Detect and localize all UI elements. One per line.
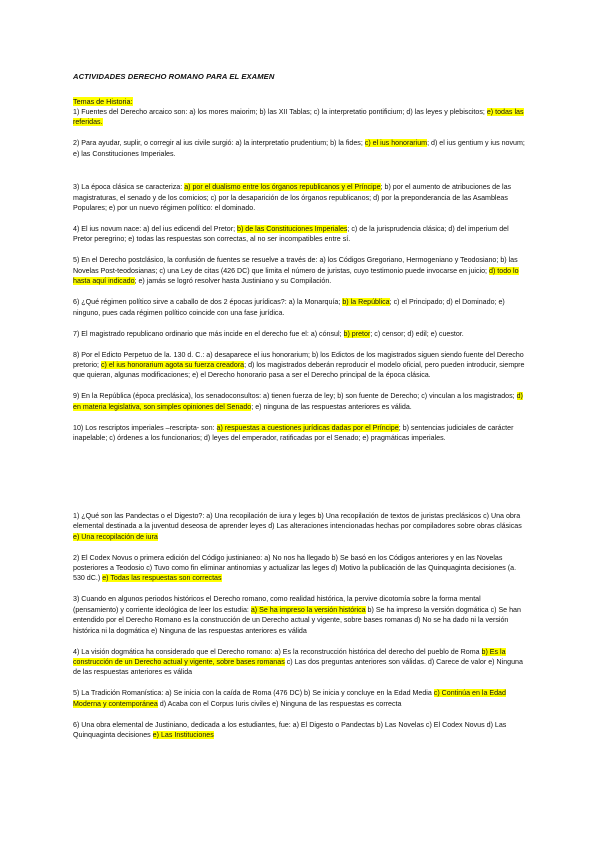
- document-page: [73, 72, 528, 751]
- question: 6) Una obra elemental de Justiniano, dedicada a los estudiantes, fue: a) El Digesto o Pandectas b) Las Novelas c) El Codex Novus d) Las Quinquaginta decisiones e) Las Instituciones: [73, 720, 507, 740]
- question: 9) En la República (época preclásica), los senadoconsultos: a) tienen fuerza de ley; b) son fuente de Derecho; c) vinculan a los magistrados; d) en materia legislativa, son simples opiniones del Senado; e) ninguna de las respuestas anteriores es válida.: [73, 392, 523, 411]
- question: 8) Por el Edicto Perpetuo de la. 130 d. C.: a) desaparece el ius honorarium; b) los Edictos de los magistrados siguen siendo fuente del Derecho pretorio; c) el ius honorarium agota su fuerza creadora; d) los magistrados deberán reproducir el modelo oficial, pero pueden introducir, siempre que quieran, algunas modificaciones; e) el Derecho honorario pasa a ser el Derecho principal de la época clásica.: [73, 350, 525, 380]
- question: 6) ¿Qué régimen político sirve a caballo de dos 2 épocas jurídicas?: a) la Monarquía; b) la República; c) el Principado; d) el Dominado; e) ninguno, pues cada régimen político coincide con una fase jurídica.: [73, 298, 505, 317]
- question: 2) El Codex Novus o primera edición del Código justinianeo: a) No nos ha llegado b) Se basó en los Códigos anteriores y en las Novelas posteriores a Teodosio c) Tuvo como fin eliminar antinomias y actualizar las leges d) Motivo la publicación de las Quinquaginta decisiones (a. 530 dC.) e) Todas las respuestas son correctas: [73, 553, 517, 583]
- question: 10) Los rescriptos imperiales –rescripta- son: a) respuestas a cuestiones jurídicas dadas por el Príncipe; b) sentencias judiciales de carácter inapelable; c) órdenes a los funcionarios; d) leyes del emperador, ratificadas por el Senado; e) pragmáticas imperiales.: [73, 423, 514, 443]
- question: 3) Cuando en algunos periodos históricos el Derecho romano, como realidad histórica, la pervive dicotomía sobre la forma mental (pensamiento) y corriente ideológica de leer los estudia: a) Se ha impreso la versión histórica b) Se ha impreso la versión dogmática c) Se han entendido por el Derecho Romano es la construcción de un Derecho actual y vigente, sobre bases romanas d) No se ha dado ni la versión histórica ni la dogmática e) Ninguna de las respuestas anteriores es válida: [73, 595, 521, 635]
- question: 2) Para ayudar, suplir, o corregir al ius civile surgió: a) la interpretatio prudentium; b) la fides; c) el ius honorarium; d) el ius gentium y ius novum; e) las Constituciones Imperiales.: [73, 139, 525, 158]
- question: 5) La Tradición Romanística: a) Se inicia con la caída de Roma (476 DC) b) Se inicia y concluye en la Edad Media c) Continúa en la Edad Moderna y contemporánea d) Acaba con el Corpus Iuris civiles e) Ninguna de las respuestas es correcta: [73, 689, 506, 708]
- question-block-history: [73, 107, 528, 444]
- question: 3) La época clásica se caracteriza: a) por el dualismo entre los órganos republicanos y el Príncipe; b) por el aumento de atribuciones de las magistraturas, el senado y de los comicios; c) por la desaparición de los órganos republicanos; d) por la preponderancia de las Asambleas Populares; e) por un nuevo régimen político: el dominado.: [73, 183, 512, 213]
- question: 5) En el Derecho postclásico, la confusión de fuentes se resuelve a través de: a) los Códigos Gregoriano, Hermogeniano y Teodosiano; b) las Novelas Post-teodosianas; c) una Ley de citas (426 DC) que limita el número de juristas, cuyo testimonio puede invocarse en juicio; d) todo lo hasta aquí indicado; e) jamás se logró resolver hasta Justiniano y su Compilación.: [73, 256, 519, 286]
- question: 4) El ius novum nace: a) del ius edicendi del Pretor; b) de las Constituciones Imperiales; c) de la jurisprudencia clásica; d) del imperium del Pretor peregrino; e) todas las respuestas son correctas, al no ser incompatibles entre sí.: [73, 225, 509, 244]
- question: 4) La visión dogmática ha considerado que el Derecho romano: a) Es la reconstrucción histórica del derecho del pueblo de Roma b) Es la construcción de un Derecho actual y vigente, sobre bases romanas c) Las dos preguntas anteriores son válidas. d) Carece de valor e) Ninguna de las respuestas anteriores es válida: [73, 647, 523, 677]
- question: 7) El magistrado republicano ordinario que más incide en el derecho fue el: a) cónsul; b) pretor; c) censor; d) edil; e) cuestor.: [73, 329, 464, 338]
- document-title: ACTIVIDADES DERECHO ROMANO PARA EL EXAMEN: [73, 72, 275, 81]
- question: 1) Fuentes del Derecho arcaico son: a) los mores maiorim; b) las XII Tablas; c) la interpretatio pontificium; d) las leyes y plebiscitos; e) todas las referidas.: [73, 108, 524, 127]
- section-label: Temas de Historia:: [73, 97, 133, 106]
- section-heading: [73, 97, 528, 106]
- question-block-sources: [73, 511, 528, 741]
- question: 1) ¿Qué son las Pandectas o el Digesto?: a) Una recopilación de iura y leges b) Una recopilación de textos de juristas preclásicos c) Una obra elemental destinada a la juventud deseosa de aprender leyes d) Las alteraciones intencionadas hechas por compiladores sobre obras clásicas e) Una recopilación de iura: [73, 511, 522, 541]
